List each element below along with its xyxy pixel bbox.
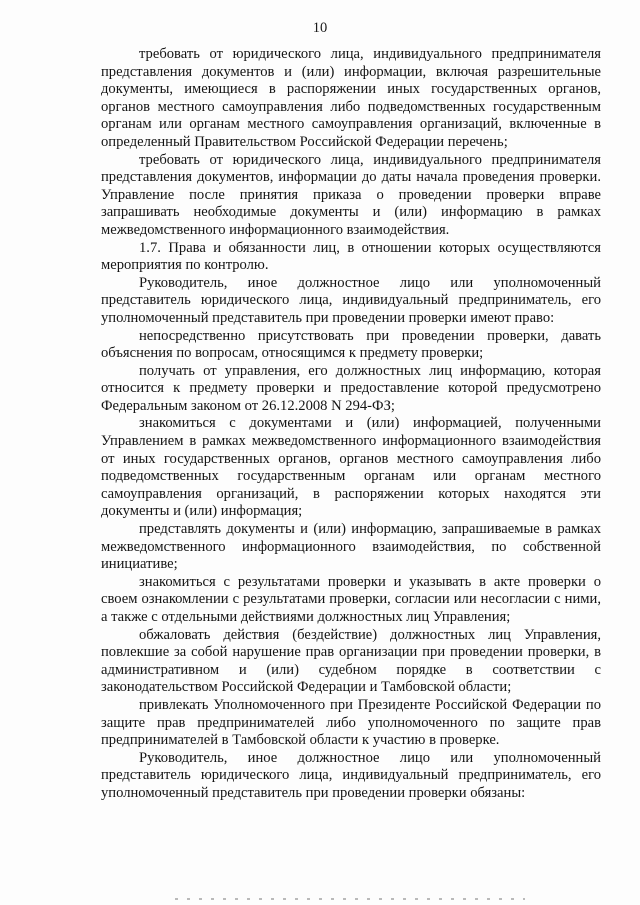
scan-edge-artifact	[175, 898, 525, 900]
paragraph: представлять документы и (или) информацию, запрашиваемые в рамках межведомственного информационного взаимодействия, по собственной инициативе;	[101, 521, 601, 573]
paragraph: 1.7. Права и обязанности лиц, в отношении которых осуществляются мероприятия по контролю.	[101, 239, 601, 274]
paragraph: получать от управления, его должностных лиц информацию, которая относится к предмету проверки и предоставление которой предусмотрено Федеральным законом от 26.12.2008 N 294-ФЗ;	[101, 362, 601, 414]
paragraph: требовать от юридического лица, индивидуального предпринимателя представления документов и (или) информации, включая разрешительные документы, имеющиеся в распоряжении иных государственных органов, органов местного самоуправления либо подведомственных государственным органам или органам местного самоуправления организаций, включенные в определенный Правительством Российской Федерации перечень;	[101, 46, 601, 150]
paragraph: знакомиться с результатами проверки и указывать в акте проверки о своем ознакомлении с результатами проверки, согласии или несогласии с ними, а также с отдельными действиями должностных лиц Управления;	[101, 573, 601, 625]
paragraph: знакомиться с документами и (или) информацией, полученными Управлением в рамках межведомственного информационного взаимодействия от иных государственных органов, органов местного самоуправления либо подведомственных государственным органам или органам местного самоуправления организаций, в распоряжении которых находятся эти документы и (или) информация;	[101, 415, 601, 520]
document-body	[101, 46, 601, 803]
paragraph: непосредственно присутствовать при проведении проверки, давать объяснения по вопросам, относящимся к предмету проверки;	[101, 327, 601, 362]
paragraph: требовать от юридического лица, индивидуального предпринимателя представления документов, информации до даты начала проведения проверки. Управление после принятия приказа о проведении проверки вправе запрашивать необходимые документы и (или) информацию в рамках межведомственного информационного взаимодействия.	[101, 151, 601, 238]
paragraph: Руководитель, иное должностное лицо или уполномоченный представитель юридического лица, индивидуальный предприниматель, его уполномоченный представитель при проведении проверки имеют право:	[101, 274, 601, 326]
paragraph: привлекать Уполномоченного при Президенте Российской Федерации по защите прав предпринимателей либо уполномоченного по защите прав предпринимателей в Тамбовской области к участию в проверке.	[101, 696, 601, 749]
paragraph: Руководитель, иное должностное лицо или уполномоченный представитель юридического лица, индивидуальный предприниматель, его уполномоченный представитель при проведении проверки обязаны:	[101, 749, 601, 801]
page-number: 10	[312, 20, 328, 36]
paragraph: обжаловать действия (бездействие) должностных лиц Управления, повлекшие за собой нарушение прав организации при проведении проверки, в административном и (или) судебном порядке в соответствии с законодательством Российской Федерации и Тамбовской области;	[101, 626, 601, 696]
